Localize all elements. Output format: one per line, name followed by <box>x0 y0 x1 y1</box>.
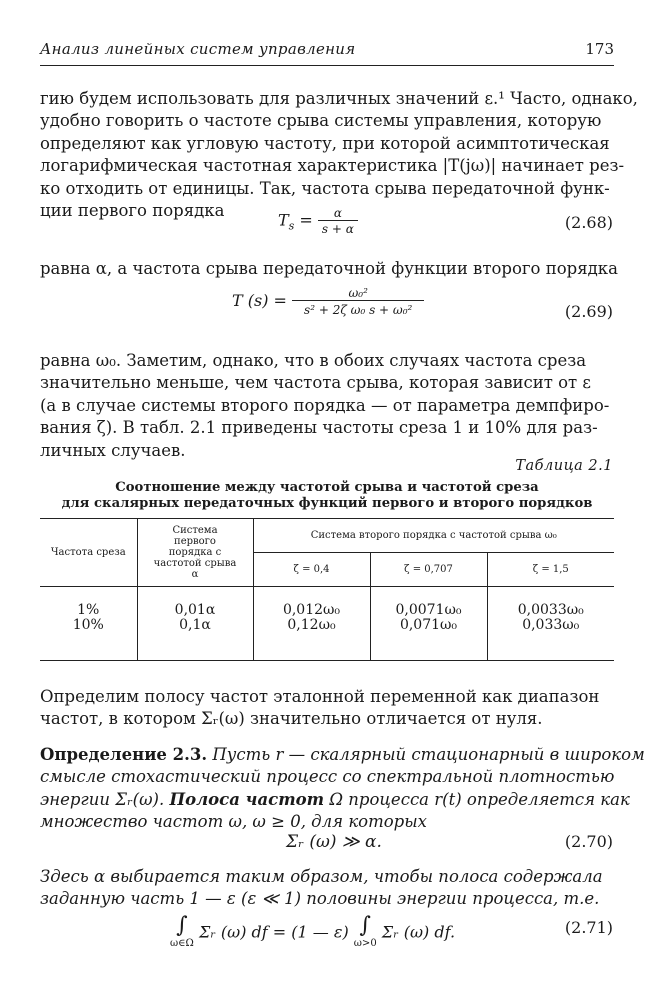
eq-lhs-subscript: s <box>288 219 295 233</box>
equation-number: (2.69) <box>564 302 613 321</box>
fraction <box>318 206 358 236</box>
eq-body: Σᵣ (ω) df. <box>381 922 456 942</box>
integral <box>170 914 194 950</box>
eq-body: Σᵣ (ω) df = (1 — ε) <box>198 922 349 942</box>
equation-number: (2.71) <box>564 918 613 937</box>
cell-cutoff <box>40 587 137 661</box>
text-line: (а в случае системы второго порядка — от параметра демпфиро- <box>40 395 610 415</box>
integral-domain: ω∈Ω <box>170 938 194 949</box>
integral-sign: ∫ <box>176 913 188 938</box>
header-zeta-0-707: ζ = 0,707 <box>370 553 487 587</box>
text-line: определяют как угловую частоту, при которой асимптотическая <box>40 133 610 153</box>
cell-value: 10% <box>72 617 104 633</box>
page-number: 173 <box>585 40 614 58</box>
text-line: Здесь α выбирается таким образом, чтобы полоса содержала <box>40 867 603 886</box>
header-zeta-0-4: ζ = 0,4 <box>253 553 370 587</box>
definition-text: Ω процесса r(t) определяется как <box>329 789 630 809</box>
fraction <box>292 286 424 317</box>
text-line: гию будем использовать для различных значений ε.¹ Часто, однако, <box>40 89 638 108</box>
equation-2-68 <box>278 206 358 236</box>
text-line <box>40 744 645 766</box>
text-line: равна α, а частота срыва передаточной функции второго порядка <box>40 259 618 278</box>
cell-value: 0,12ω₀ <box>287 617 336 633</box>
text-line: Определим полосу частот эталонной переменной как диапазон <box>40 687 600 706</box>
header-cutoff: Частота среза <box>40 519 137 587</box>
header-first-order: Система первого порядка с частотой срыва α <box>137 519 253 587</box>
eq-lhs: T (s) = <box>232 291 287 310</box>
equation-2-69 <box>232 286 424 317</box>
definition-text: Пусть r — скалярный стационарный в широком <box>212 745 645 764</box>
paragraph-intro <box>40 88 638 222</box>
fraction-numerator: ω₀² <box>348 286 368 300</box>
cell-value: 0,01α <box>174 602 216 618</box>
running-title: Анализ линейных систем управления <box>40 40 356 58</box>
text-line: личных случаев. <box>40 440 186 460</box>
text-line: заданную часть 1 — ε (ε ≪ 1) половины энергии процесса, т.е. <box>40 889 600 909</box>
cell-value: 0,0033ω₀ <box>517 602 584 618</box>
text-line <box>40 789 630 811</box>
fraction-denominator: s + α <box>318 220 358 236</box>
integral-domain: ω>0 <box>353 938 377 949</box>
definition-term: Полоса частот <box>169 789 325 809</box>
definition-2-3 <box>40 744 645 834</box>
equation-number: (2.68) <box>564 213 613 232</box>
cell-value: 0,012ω₀ <box>282 602 341 618</box>
table-row <box>40 587 614 661</box>
cell-value: 0,033ω₀ <box>522 617 580 633</box>
definition-title: Определение 2.3. <box>40 745 208 764</box>
integral-sign: ∫ <box>359 913 371 938</box>
header-second-order: Система второго порядка с частотой срыва ω₀ <box>253 519 614 553</box>
text-line: равна ω₀. Заметим, однако, что в обоих случаях частота среза <box>40 351 587 370</box>
text-line: множество частот ω, ω ≥ 0, для которых <box>40 812 427 832</box>
text-line: логарифмическая частотная характеристика |T(jω)| начинает рез- <box>40 156 625 176</box>
cell-value: 0,1α <box>179 617 211 633</box>
cell-zeta-1-5 <box>487 587 614 661</box>
text-line: смысле стохастический процесс со спектральной плотностью <box>40 767 615 787</box>
cell-zeta-0-4 <box>253 587 370 661</box>
integral <box>354 914 377 950</box>
text-line: удобно говорить о частоте срыва системы управления, которую <box>40 111 602 131</box>
header-zeta-1-5: ζ = 1,5 <box>487 553 614 587</box>
paragraph-between <box>40 258 618 280</box>
page-header <box>40 40 614 64</box>
equation-2-70 <box>286 832 382 852</box>
table-title-line-2: для скалярных передаточных функций первого и второго порядков <box>61 496 593 511</box>
eq-lhs: T <box>278 210 289 230</box>
fraction-denominator: s² + 2ζ ω₀ s + ω₀² <box>292 300 424 317</box>
definition-text: энергии Σᵣ(ω). <box>40 789 165 809</box>
fraction-numerator: α <box>333 206 342 220</box>
cell-value: 0,0071ω₀ <box>395 602 462 618</box>
paragraph-bandwidth <box>40 686 614 731</box>
paragraph-alpha <box>40 866 614 911</box>
cell-zeta-0-707 <box>370 587 487 661</box>
header-rule <box>40 65 614 66</box>
equation-2-71 <box>170 914 455 950</box>
text-line: ко отходить от единицы. Так, частота срыва передаточной функ- <box>40 178 610 198</box>
equation-number: (2.70) <box>564 832 613 851</box>
cell-first-order <box>137 587 253 661</box>
text-line: значительно меньше, чем частота срыва, которая зависит от ε <box>40 373 591 393</box>
text-line: частот, в котором Σᵣ(ω) значительно отличается от нуля. <box>40 709 543 729</box>
text-line: ции первого порядка <box>40 201 225 221</box>
cutoff-frequency-table <box>40 518 614 661</box>
cell-value: 1% <box>77 602 100 618</box>
table-title-line-1: Соотношение между частотой срыва и частотой среза <box>115 480 539 495</box>
paragraph-comparison <box>40 350 614 462</box>
cell-value: 0,071ω₀ <box>399 617 458 633</box>
eq-expression: Σᵣ (ω) ≫ α. <box>286 832 382 852</box>
table-label: Таблица 2.1 <box>515 458 613 474</box>
eq-equals: = <box>299 210 313 230</box>
text-line: вания ζ). В табл. 2.1 приведены частоты среза 1 и 10% для раз- <box>40 418 598 438</box>
